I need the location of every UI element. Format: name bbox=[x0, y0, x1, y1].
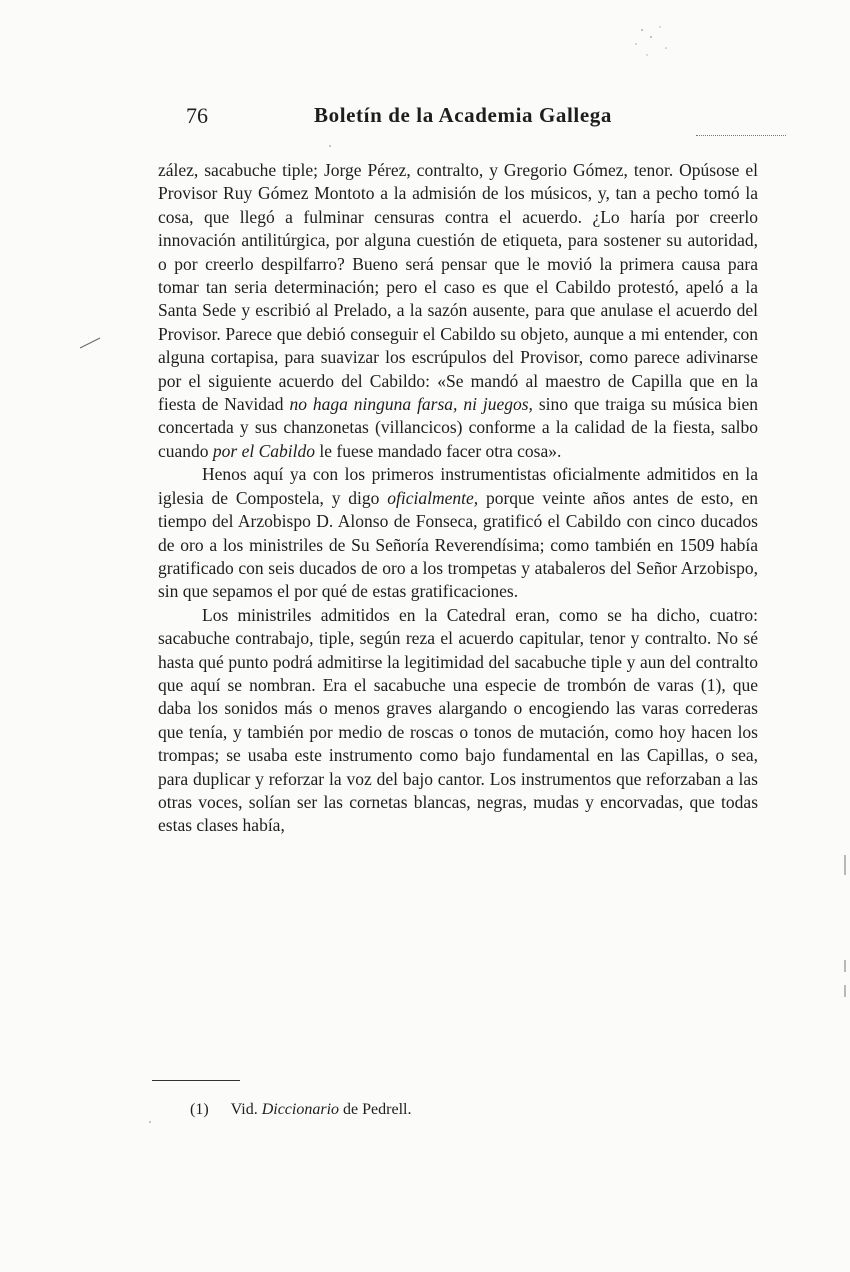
paragraph-1-text: le fuese mandado facer otra cosa». bbox=[315, 440, 562, 461]
speck bbox=[329, 145, 331, 147]
paragraph-2-text: porque veinte años antes de esto, en tiempo del Arzobispo D. Alonso de Fonseca, gratificó el Cabildo con cinco ducados de oro a los ministriles de Su Señoría Reverendísima; como también en 1509 había gratificado con seis ducados de oro a los trompetas y atabaleros del Señor Arzobispo, sin que sepamos el por qué de estas gratificaciones. bbox=[158, 487, 758, 602]
footnote-suffix: de Pedrell. bbox=[343, 1101, 412, 1118]
header-rule bbox=[696, 135, 786, 136]
speck bbox=[665, 47, 667, 49]
paragraph-1-italic-cabildo: por el Cabildo bbox=[212, 440, 316, 461]
footnote bbox=[190, 1101, 411, 1119]
running-title: Boletín de la Academia Gallega bbox=[314, 103, 612, 127]
page-number: 76 bbox=[186, 103, 208, 128]
paragraph-3-text: Los ministriles admitidos en la Catedral eran, como se ha dicho, cuatro: sacabuche contrabajo, tiple, según reza el acuerdo capitular, tenor y contralto. No sé hasta qué punto podrá admitirse la legitimidad del sacabuche tiple y aun del contralto que aquí se nombran. Era el sacabuche una especie de trombón de varas (1), que daba los sonidos más o menos graves alargando o encogiendo las varas correderas que tenía, y también por medio de roscas o tonos de mutación, como hoy hacen los trompas; se usaba este instrumento como bajo fundamental en las Capillas, o sea, para duplicar y reforzar la voz del bajo cantor. Los instrumentos que reforzaban a las otras voces, solían ser las cornetas blancas, negras, mudas y encorvadas, que todas estas clases había, bbox=[158, 604, 758, 836]
pencil-mark bbox=[80, 338, 100, 348]
paragraph bbox=[158, 159, 758, 463]
body-text bbox=[158, 159, 758, 838]
paragraph-2-text: Henos aquí ya con los primeros instrumentistas oficialmente admitidos en la iglesia de Compostela, y digo bbox=[158, 464, 758, 508]
paragraph-1-text: zález, sacabuche tiple; Jorge Pérez, contralto, y Gregorio Gómez, tenor. Opúsose el Provisor Ruy Gómez Montoto a la admisión de los músicos, y, tan a pecho tomó la cosa, que llegó a fulminar censuras contra el acuerdo. ¿Lo haría por creerlo innovación antilitúrgica, por alguna cuestión de etiqueta, para sostener su autoridad, o por creerlo despilfarro? Bueno será pensar que le movió la primera causa para tomar tan seria determinación; pero el caso es que el Cabildo protestó, apeló a la Santa Sede y escribió al Prelado, a la sazón ausente, para que anulase el acuerdo del Provisor. Parece que debió conseguir el Cabildo su objeto, aunque a mi entender, con alguna cortapisa, para suavizar los escrúpulos del Provisor, como parece adivinarse por el siguiente acuerdo del Cabildo: «Se mandó al maestro de Capilla que en la fiesta de Navidad bbox=[158, 160, 758, 415]
paragraph-2-italic: oficialmente, bbox=[387, 487, 479, 508]
footnote-prefix: Vid. bbox=[230, 1101, 258, 1118]
speck bbox=[659, 26, 660, 27]
speck bbox=[149, 1121, 151, 1123]
footnote-title: Diccionario bbox=[261, 1101, 340, 1118]
speck bbox=[650, 36, 652, 38]
speck bbox=[641, 29, 643, 31]
speck bbox=[635, 43, 637, 45]
paragraph-1-italic-quote: no haga ninguna farsa, ni juegos, bbox=[289, 394, 533, 415]
paragraph-1-text: sino que traiga su música bien concertada y sus chanzonetas (villancicos) conforme a la calidad de la fiesta, salbo cuando bbox=[158, 394, 758, 461]
footnote-rule bbox=[152, 1080, 240, 1081]
paragraph bbox=[158, 604, 758, 838]
speck bbox=[646, 54, 647, 55]
page-header bbox=[186, 103, 770, 137]
paragraph bbox=[158, 463, 758, 603]
footnote-marker: (1) bbox=[190, 1101, 209, 1118]
